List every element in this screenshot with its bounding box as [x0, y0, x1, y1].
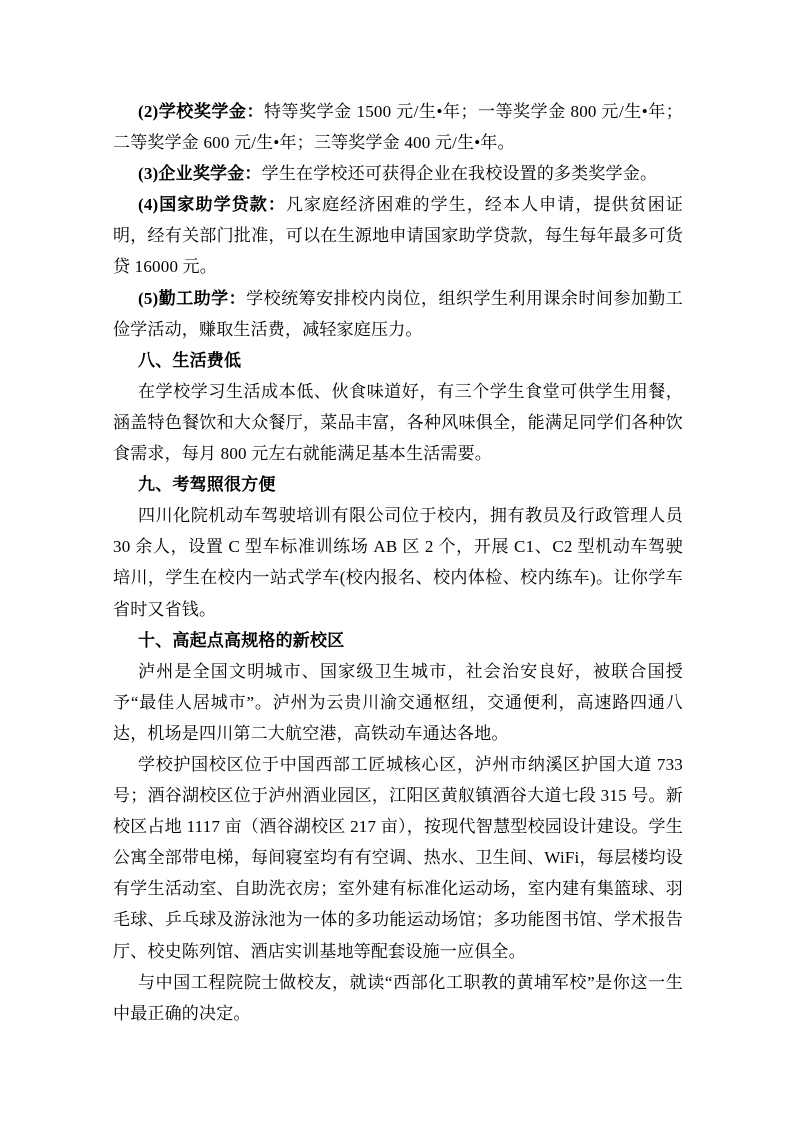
body-paragraph: 在学校学习生活成本低、伙食味道好，有三个学生食堂可供学生用餐，涵盖特色餐饮和大众餐厅，菜品丰富，各种风味俱全，能满足同学们各种饮食需求，每月 800 元左右就能满足基本生活需要。 [113, 381, 683, 464]
body-paragraph: 学校护国校区位于中国西部工匠城核心区，泸州市纳溪区护国大道 733 号；酒谷湖校区位于泸州酒业园区，江阳区黄舣镇酒谷大道七段 315 号。新校区占地 1117 亩（酒谷湖校区 217 亩），按现代智慧型校园设计建设。学生公寓全部带电梯，每间寝室均有有空调、热水、卫生间、WiFi，每层楼均设有学生活动室、自助洗衣房；室外建有标准化运动场，室内建有集篮球、羽毛球、乒乓球及游泳池为一体的多功能运动场馆；多功能图书馆、学术报告厅、校史陈列馆、酒店实训基地等配套设施一应俱全。 [113, 754, 683, 961]
paragraph-lead: (2)学校奖学金： [138, 102, 265, 121]
paragraph-lead: (5)勤工助学： [138, 288, 247, 308]
body-paragraph: 泸州是全国文明城市、国家级卫生城市，社会治安良好，被联合国授予“最佳人居城市”。泸州为云贵川渝交通枢纽，交通便利，高速路四通八达，机场是四川第二大航空港，高铁动车通达各地。 [113, 661, 683, 743]
section-heading: 八、生活费低 [138, 350, 242, 370]
body-paragraph: (5)勤工助学：学校统筹安排校内岗位，组织学生利用课余时间参加勤工俭学活动，赚取生活费，减轻家庭压力。 [113, 288, 683, 339]
paragraph-lead: (3)企业奖学金： [138, 164, 262, 184]
body-paragraph: 与中国工程院院士做校友，就读“西部化工职教的黄埔军校”是你这一生中最正确的决定。 [113, 972, 683, 1023]
body-paragraph: (2)学校奖学金：特等奖学金 1500 元/生•年；一等奖学金 800 元/生•年；二等奖学金 600 元/生•年；三等奖学金 400 元/生•年。 [113, 102, 683, 153]
body-paragraph: 四川化院机动车驾驶培训有限公司位于校内，拥有教员及行政管理人员 30 余人，设置 C 型车标准训练场 AB 区 2 个，开展 C1、C2 型机动车驾驶培川，学生在校内一站式学车(校内报名、校内体检、校内练车)。让你学车省时又省钱。 [113, 506, 683, 619]
section-heading: 九、考驾照很方便 [138, 475, 276, 495]
body-paragraph: (3)企业奖学金：学生在学校还可获得企业在我校设置的多类奖学金。 [138, 164, 658, 184]
section-heading: 十、高起点高规格的新校区 [138, 630, 345, 650]
document-body [113, 96, 683, 1029]
paragraph-lead: (4)国家助学贷款： [138, 195, 286, 215]
body-paragraph: (4)国家助学贷款：凡家庭经济困难的学生，经本人申请，提供贫困证明，经有关部门批准，可以在生源地申请国家助学贷款，每生每年最多可货贷 16000 元。 [113, 195, 683, 277]
